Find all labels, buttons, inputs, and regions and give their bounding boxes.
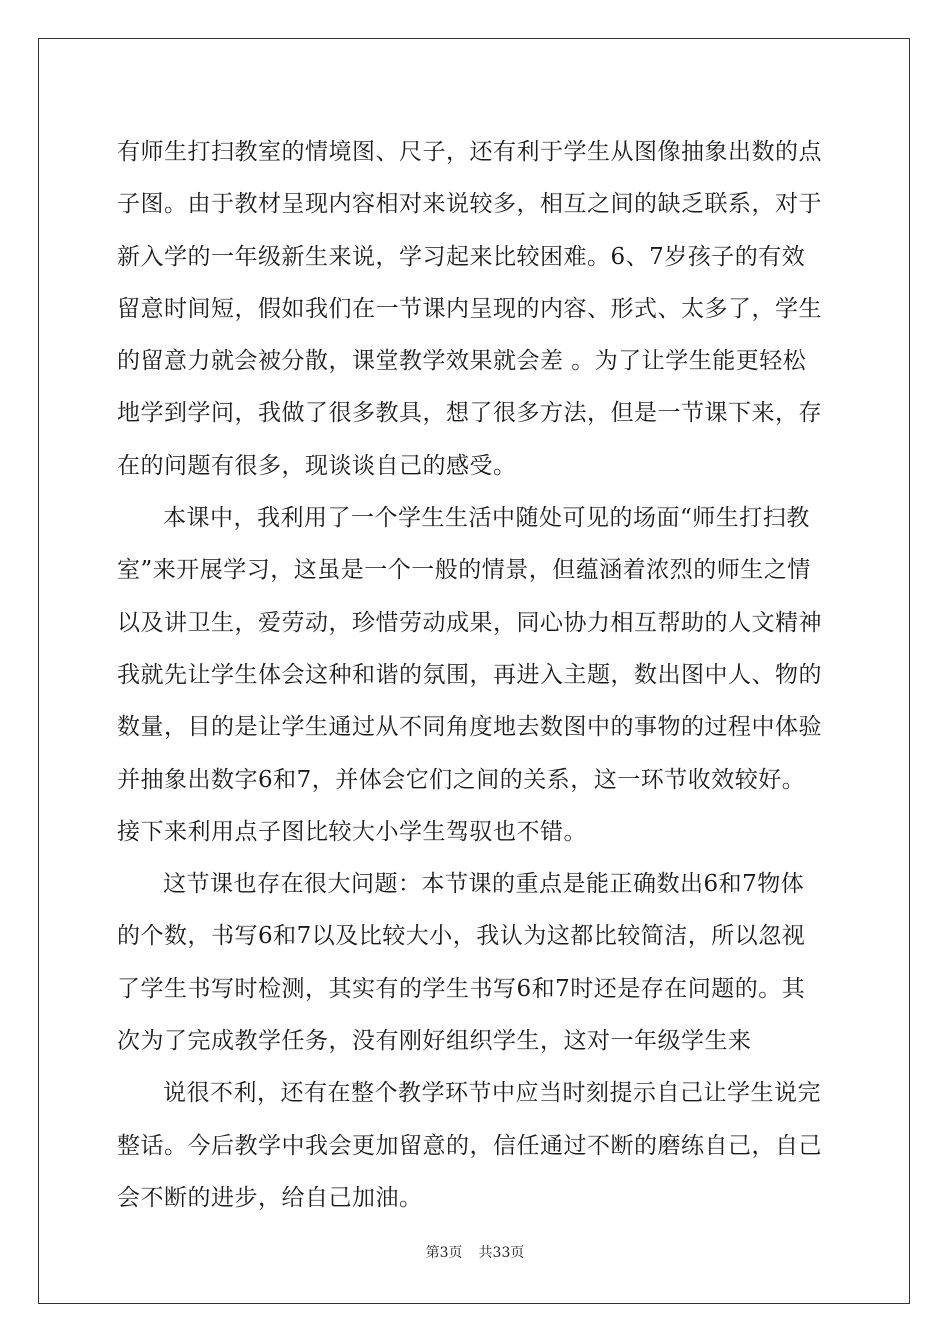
paragraph-4-line-3: 会不断的进步，给自己加油。 <box>117 1184 423 1211</box>
paragraph-1-line-6: 地学到学问，我做了很多教具，想了很多方法，但是一节课下来，存 <box>117 400 822 427</box>
paragraph-3-line-1: 这节课也存在很大问题：本节课的重点是能正确数出6和7物体 <box>163 871 805 898</box>
paragraph-3-line-3: 了学生书写时检测，其实有的学生书写6和7时还是存在问题的。其 <box>117 975 806 1002</box>
total-pages: 共33页 <box>478 1245 525 1261</box>
paragraph-2-line-5: 数量，目的是让学生通过从不同角度地去数图中的事物的过程中体验 <box>117 714 822 741</box>
paragraph-2-line-2: 室”来开展学习，这虽是一个一般的情景，但蕴涵着浓烈的师生之情 <box>117 557 811 584</box>
paragraph-2-line-7: 接下来利用点子图比较大小学生驾驭也不错。 <box>117 818 587 845</box>
paragraph-3-line-4: 次为了完成教学任务，没有刚好组织学生，这对一年级学生来 <box>117 1028 752 1055</box>
paragraph-1-line-2: 子图。由于教材呈现内容相对来说较多，相互之间的缺乏联系，对于 <box>117 191 822 218</box>
paragraph-4-line-1: 说很不利，还有在整个教学环节中应当时刻提示自己让学生说完 <box>163 1080 821 1107</box>
paragraph-1-line-5: 的留意力就会被分散，课堂教学效果就会差 。为了让学生能更轻松 <box>117 348 807 375</box>
document-body <box>117 126 833 1224</box>
paragraph-3-line-2: 的个数，书写6和7以及比较大小，我认为这都比较简洁，所以忽视 <box>117 923 806 950</box>
paragraph-1-line-7: 在的问题有很多，现谈谈自己的感受。 <box>117 452 517 479</box>
paragraph-2-line-1: 本课中，我利用了一个学生生活中随处可见的场面“师生打扫教 <box>163 505 810 532</box>
paragraph-2-line-4: 我就先让学生体会这种和谐的氛围，再进入主题，数出图中人、物的 <box>117 661 822 688</box>
paragraph-2-line-6: 并抽象出数字6和7，并体会它们之间的关系，这一环节收效较好。 <box>117 766 806 793</box>
paragraph-2-line-3: 以及讲卫生，爱劳动，珍惜劳动成果，同心协力相互帮助的人文精神 <box>117 609 822 636</box>
paragraph-1-line-4: 留意时间短，假如我们在一节课内呈现的内容、形式、太多了，学生 <box>117 295 822 322</box>
page-footer <box>0 1242 950 1262</box>
paragraph-4-line-2: 整话。今后教学中我会更加留意的，信任通过不断的磨练自己，自己 <box>117 1132 822 1159</box>
paragraph-1-line-1: 有师生打扫教室的情境图、尺子，还有利于学生从图像抽象出数的点 <box>117 139 822 165</box>
paragraph-1-line-3: 新入学的一年级新生来说，学习起来比较困难。6、7岁孩子的有效 <box>117 243 806 270</box>
page-number: 第3页 <box>425 1245 463 1261</box>
